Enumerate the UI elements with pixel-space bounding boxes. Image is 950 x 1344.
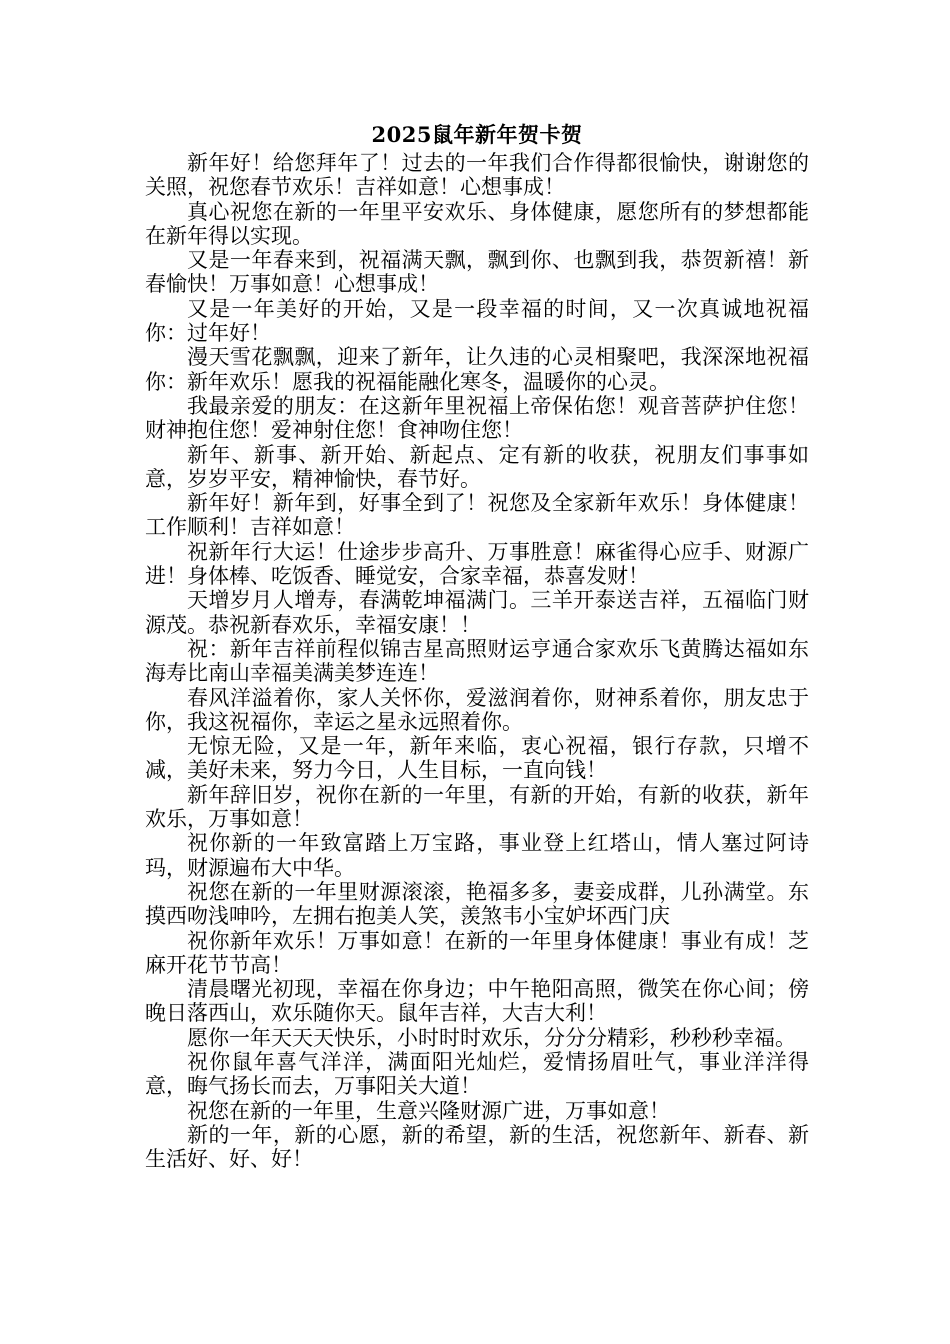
greeting-paragraph: 祝您在新的一年里财源滚滚，艳福多多，妻妾成群，儿孙满堂。东摸西吻浅呻吟，左拥右抱美人笑，羡煞韦小宝妒坏西门庆 — [145, 879, 809, 929]
greeting-paragraph: 清晨曙光初现，幸福在你身边；中午艳阳高照，微笑在你心间；傍晚日落西山，欢乐随你天。鼠年吉祥，大吉大利！ — [145, 977, 809, 1026]
greeting-paragraph: 新年、新事、新开始、新起点、定有新的收获，祝朋友们事事如意，岁岁平安，精神愉快，春节好。 — [145, 442, 809, 491]
greeting-paragraph: 新年辞旧岁，祝你在新的一年里，有新的开始，有新的收获，新年欢乐，万事如意！ — [145, 782, 809, 832]
greeting-paragraph: 祝你新年欢乐！万事如意！在新的一年里身体健康！事业有成！芝麻开花节节高！ — [145, 928, 809, 977]
greeting-paragraph: 新年好！新年到，好事全到了！祝您及全家新年欢乐！身体健康！工作顺利！吉祥如意！ — [145, 491, 809, 540]
greeting-paragraph: 真心祝您在新的一年里平安欢乐、身体健康，愿您所有的梦想都能在新年得以实现。 — [145, 199, 809, 248]
greeting-paragraph: 我最亲爱的朋友：在这新年里祝福上帝保佑您！观音菩萨护住您！财神抱住您！爱神射住您！食神吻住您！ — [145, 393, 809, 443]
greeting-paragraph: 天增岁月人增寿，春满乾坤福满门。三羊开泰送吉祥，五福临门财源茂。恭祝新春欢乐，幸福安康！！ — [145, 588, 809, 637]
document-page — [145, 119, 809, 1171]
document-title: 2025鼠年新年贺卡贺 — [371, 122, 583, 147]
greeting-paragraph: 祝：新年吉祥前程似锦吉星高照财运亨通合家欢乐飞黄腾达福如东海寿比南山幸福美满美梦连连！ — [145, 636, 809, 686]
greeting-paragraph: 祝你鼠年喜气洋洋，满面阳光灿烂，爱情扬眉吐气，事业洋洋得意，晦气扬长而去，万事阳关大道！ — [145, 1049, 809, 1099]
greeting-paragraph: 祝您在新的一年里，生意兴隆财源广进，万事如意！ — [187, 1098, 670, 1123]
greeting-paragraph: 祝新年行大运！仕途步步高升、万事胜意！麻雀得心应手、财源广进！身体棒、吃饭香、睡觉安，合家幸福，恭喜发财！ — [145, 539, 809, 589]
greeting-paragraph: 祝你新的一年致富踏上万宝路，事业登上红塔山，情人塞过阿诗玛，财源遍布大中华。 — [145, 831, 809, 880]
greeting-paragraph: 春风洋溢着你，家人关怀你，爱滋润着你，财神系着你，朋友忠于你，我这祝福你，幸运之星永远照着你。 — [145, 685, 809, 734]
greeting-paragraph: 漫天雪花飘飘，迎来了新年，让久违的心灵相聚吧，我深深地祝福你：新年欢乐！愿我的祝福能融化寒冬，温暖你的心灵。 — [145, 345, 809, 394]
greeting-paragraph: 愿你一年天天天快乐，小时时时欢乐，分分分精彩，秒秒秒幸福。 — [187, 1025, 796, 1050]
greeting-paragraph: 无惊无险，又是一年，新年来临，衷心祝福，银行存款，只增不减，美好未来，努力今日，人生目标，一直向钱！ — [145, 734, 809, 783]
greeting-paragraph: 新的一年，新的心愿，新的希望，新的生活，祝您新年、新春、新生活好、好、好！ — [145, 1122, 809, 1172]
greeting-paragraph: 新年好！给您拜年了！过去的一年我们合作得都很愉快，谢谢您的关照，祝您春节欢乐！吉祥如意！心想事成！ — [145, 151, 809, 200]
greeting-paragraph: 又是一年春来到，祝福满天飘，飘到你、也飘到我，恭贺新禧！新春愉快！万事如意！心想事成！ — [145, 248, 809, 297]
greeting-paragraph: 又是一年美好的开始，又是一段幸福的时间，又一次真诚地祝福你：过年好！ — [145, 296, 809, 346]
greeting-list — [145, 151, 809, 1171]
